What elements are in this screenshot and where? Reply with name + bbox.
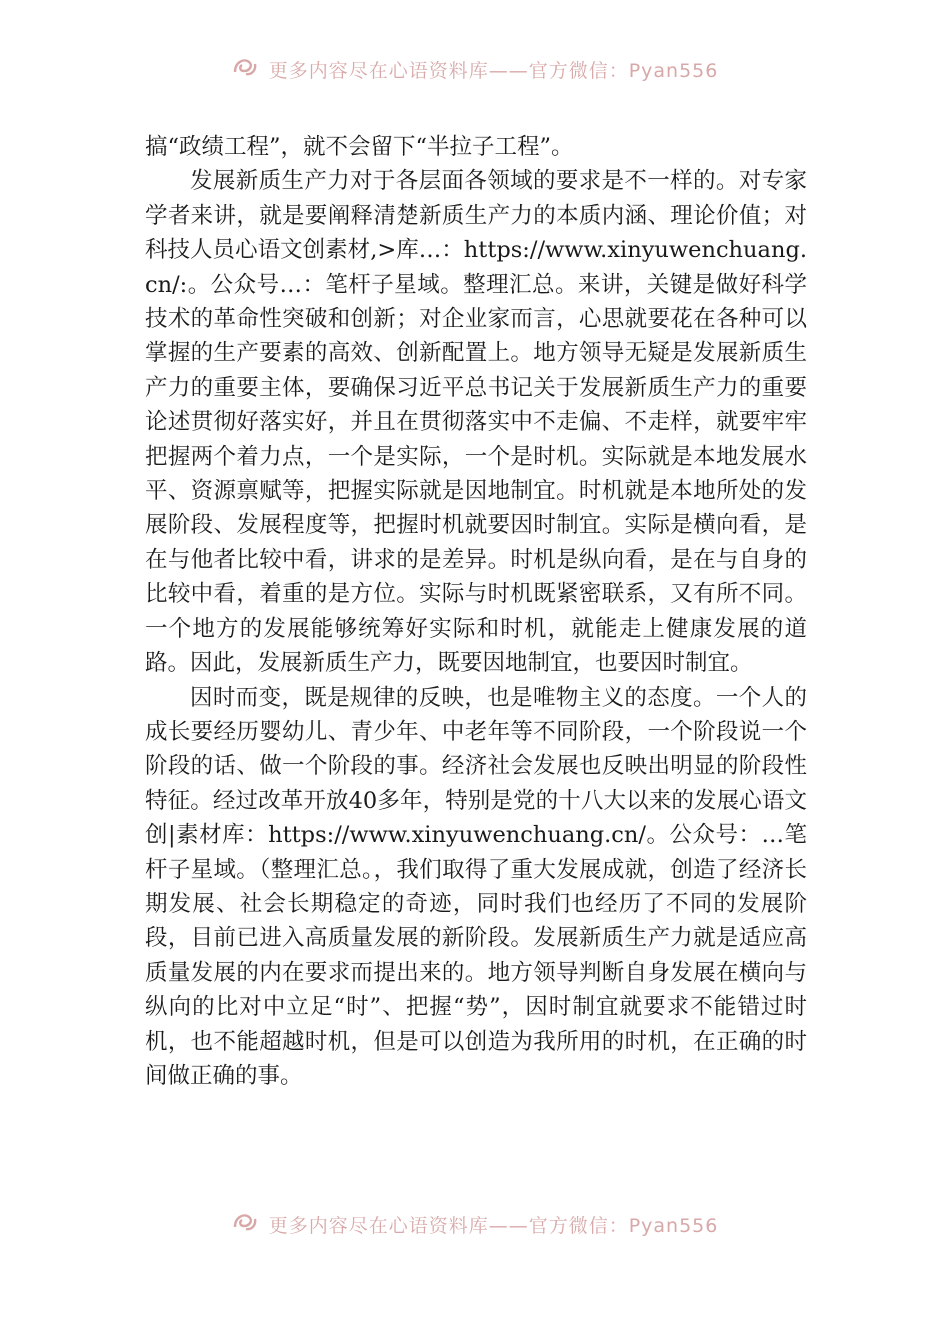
paragraph-3: 因时而变，既是规律的反映，也是唯物主义的态度。一个人的成长要经历婴幼儿、青少年、中老年等不同阶段，一个阶段说一个阶段的话、做一个阶段的事。经济社会发展也反映出明显的阶段性特征。经过改革开放40多年，特别是党的十八大以来的发展心语文创|素材库：https://www.xinyuwenchuang.cn/。公众号：…笔杆子星域。（整理汇总。，我们取得了重大发展成就，创造了经济长期发展、社会长期稳定的奇迹，同时我们也经历了不同的发展阶段，目前已进入高质量发展的新阶段。发展新质生产力就是适应高质量发展的内在要求而提出来的。地方领导判断自身发展在横向与纵向的比对中立足“时”、把握“势”，因时制宜就要求不能错过时机，也不能超越时机，但是可以创造为我所用的时机，在正确的时间做正确的事。 (145, 684, 807, 1089)
brand-logo-icon (232, 56, 258, 82)
footer-watermark (0, 1211, 950, 1237)
paragraph-1: 搞“政绩工程”，就不会留下“半拉子工程”。 (145, 134, 574, 160)
watermark-text: 更多内容尽在心语资料库——官方微信：Pyan556 (268, 1215, 719, 1237)
header-watermark (0, 56, 950, 82)
brand-logo-icon (232, 1211, 258, 1237)
paragraph-2: 发展新质生产力对于各层面各领域的要求是不一样的。对专家学者来讲，就是要阐释清楚新质生产力的本质内涵、理论价值；对科技人员心语文创素材,>库…：https://www.xinyuwenchuang.cn/:。公众号…：笔杆子星域。整理汇总。来讲，关键是做好科学技术的革命性突破和创新；对企业家而言，心思就要花在各种可以掌握的生产要素的高效、创新配置上。地方领导无疑是发展新质生产力的重要主体，要确保习近平总书记关于发展新质生产力的重要论述贯彻好落实好，并且在贯彻落实中不走偏、不走样，就要牢牢把握两个着力点，一个是实际，一个是时机。实际就是本地发展水平、资源禀赋等，把握实际就是因地制宜。时机就是本地所处的发展阶段、发展程度等，把握时机就要因时制宜。实际是横向看，是在与他者比较中看，讲求的是差异。时机是纵向看，是在与自身的比较中看，着重的是方位。实际与时机既紧密联系，又有所不同。一个地方的发展能够统筹好实际和时机，就能走上健康发展的道路。因此，发展新质生产力，既要因地制宜，也要因时制宜。 (145, 168, 807, 677)
document-body (145, 130, 807, 1093)
watermark-text: 更多内容尽在心语资料库——官方微信：Pyan556 (268, 60, 719, 82)
